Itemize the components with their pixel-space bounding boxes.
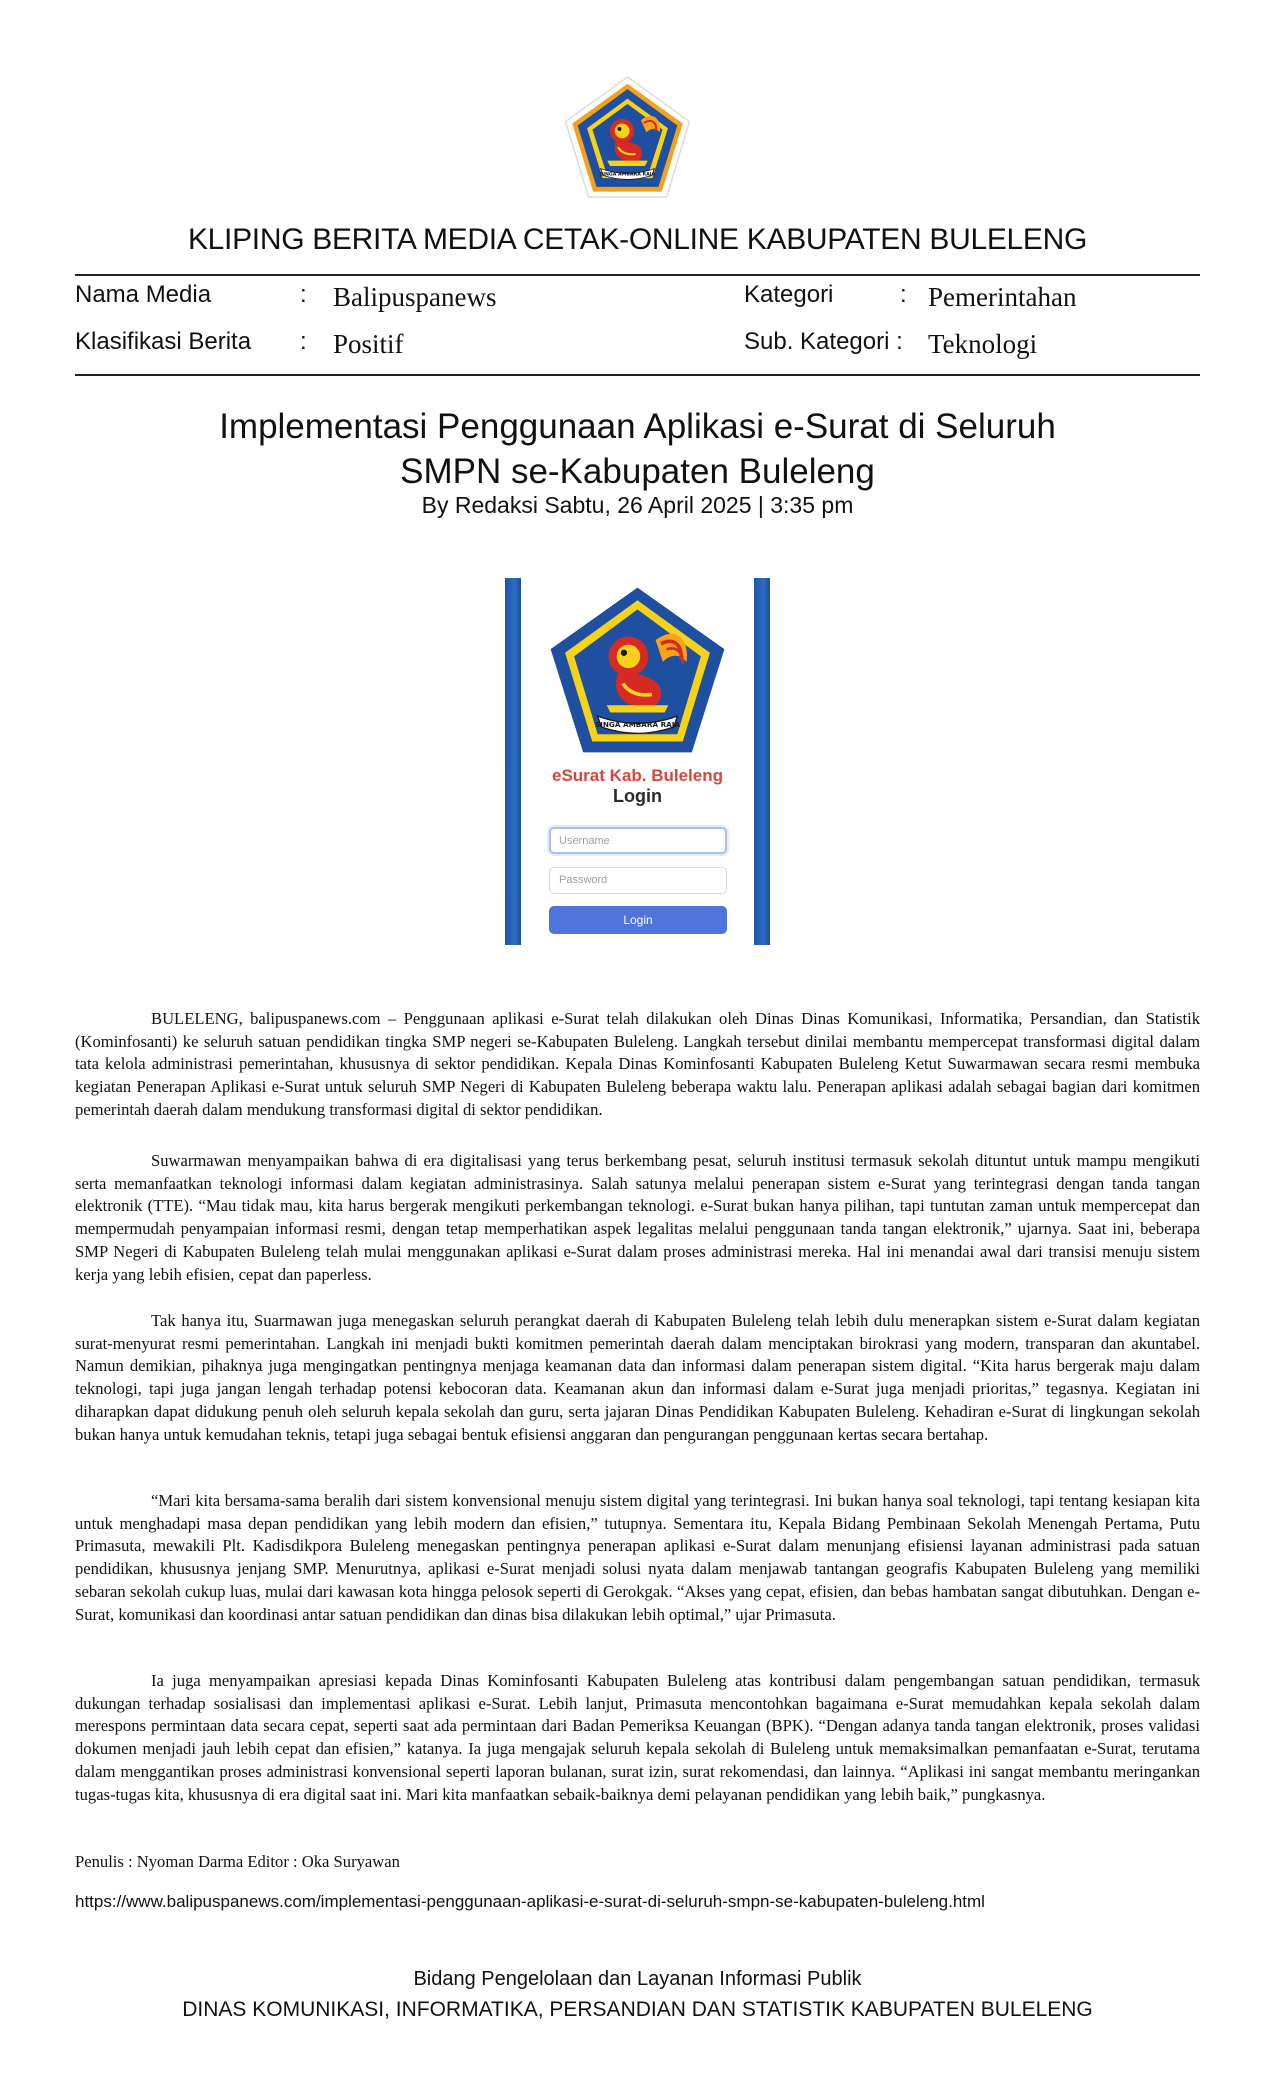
svg-text:SINGA AMBARA RAJA: SINGA AMBARA RAJA	[599, 172, 656, 178]
klasifikasi-value: Positif	[333, 329, 404, 359]
app-name: eSurat Kab. Buleleng	[552, 766, 723, 785]
header-bottom-rule	[75, 374, 1200, 376]
article-paragraph: BULELENG, balipuspanews.com – Penggunaan aplikasi e-Surat telah dilakukan oleh Dinas Dinas Komunikasi, Informatika, Persandian, dan Statistik (Kominfosanti) ke seluruh satuan pendidikan tingka SMP negeri se-Kabupaten Buleleng. Langkah tersebut dinilai membantu mempercepat transformasi digital dalam tata kelola administrasi pemerintahan, khususnya di sektor pendidikan. Kepala Dinas Kominfosanti Kabupaten Buleleng Ketut Suwarmawan secara resmi membuka kegiatan Penerapan Aplikasi e-Surat untuk seluruh SMP Negeri di Kabupaten Buleleng beberapa waktu lalu. Penerapan aplikasi adalah sebagai bagian dari komitmen pemerintah daerah dalam mendukung transformasi digital di sektor pendidikan.	[75, 1009, 1200, 1119]
svg-text:SINGA AMBARA RAJA: SINGA AMBARA RAJA	[594, 720, 681, 730]
login-button[interactable]: Login	[549, 906, 727, 934]
media-colon: :	[300, 281, 307, 308]
kategori-colon: :	[900, 281, 907, 308]
media-label: Nama Media	[75, 281, 212, 308]
headline-line-2: SMPN se-Kabupaten Buleleng	[400, 452, 875, 491]
article-paragraph: Suwarmawan menyampaikan bahwa di era digitalisasi yang terus berkembang pesat, seluruh institusi termasuk sekolah dituntut untuk mampu mengikuti serta memanfaatkan teknologi informasi dalam kegiatan administrasinya. Salah satunya melalui penerapan sistem e-Surat yang terintegrasi dengan tanda tangan elektronik (TTE). “Mau tidak mau, kita harus bergerak mengikuti perkembangan teknologi. e-Surat bukan hanya pilihan, tapi tuntutan zaman untuk mempercepat dan mempermudah penyampaian informasi resmi, dengan tetap memperhatikan aspek legalitas melalui penggunaan tanda tangan elektronik,” ujarnya. Saat ini, beberapa SMP Negeri di Kabupaten Buleleng telah mulai menggunakan aplikasi e-Surat dalam proses administrasi mereka. Hal ini menandai awal dari transisi menuju sistem kerja yang lebih efisien, cepat dan paperless.	[75, 1151, 1200, 1284]
kategori-value: Pemerintahan	[928, 282, 1077, 312]
footer-agency: DINAS KOMUNIKASI, INFORMATIKA, PERSANDIAN DAN STATISTIK KABUPATEN BULELENG	[182, 1998, 1093, 2021]
article-byline: By Redaksi Sabtu, 26 April 2025 | 3:35 pm	[421, 492, 854, 518]
esurat-emblem-icon	[545, 584, 730, 756]
screenshot-right-border	[754, 578, 770, 945]
username-input[interactable]: Username	[549, 827, 727, 854]
clipping-header-title: KLIPING BERITA MEDIA CETAK-ONLINE KABUPATEN BULELENG	[187, 223, 1088, 256]
header-top-rule	[75, 274, 1200, 276]
screenshot-left-border	[505, 578, 521, 945]
headline-line-1: Implementasi Penggunaan Aplikasi e-Surat di Seluruh	[219, 407, 1056, 446]
article-paragraph: Tak hanya itu, Suarmawan juga menegaskan seluruh perangkat daerah di Kabupaten Buleleng telah lebih dulu menerapkan sistem e-Surat dalam kegiatan surat-menyurat resmi pemerintahan. Langkah ini menjadi bukti komitmen pemerintah daerah dalam menciptakan birokrasi yang modern, transparan dan akuntabel. Namun demikian, pihaknya juga mengingatkan pentingnya menjaga keamanan data dan informasi dalam penerapan sistem digital. “Kita harus bergerak maju dalam teknologi, tapi juga jangan lengah terhadap potensi kebocoran data. Keamanan akun dan informasi dalam e-Surat juga menjadi prioritas,” tegasnya. Kegiatan ini diharapkan dapat didukung penuh oleh seluruh kepala sekolah dan guru, serta jajaran Dinas Pendidikan Kabupaten Buleleng. Kehadiran e-Surat di lingkungan sekolah bukan hanya untuk kemudahan teknis, tetapi juga sebagai bentuk efisiensi anggaran dan pengurangan penggunaan kertas secara bertahap.	[75, 1311, 1200, 1444]
subkategori-label: Sub. Kategori :	[744, 328, 903, 355]
password-input[interactable]: Password	[549, 867, 727, 894]
subkategori-value: Teknologi	[928, 329, 1038, 359]
klasifikasi-colon: :	[300, 328, 307, 355]
article-paragraph: Ia juga menyampaikan apresiasi kepada Dinas Kominfosanti Kabupaten Buleleng atas kontribusi dalam pengembangan satuan pendidikan, termasuk dukungan terhadap sosialisasi dan implementasi aplikasi e-Surat. Lebih lanjut, Primasuta mencontohkan bagaimana e-Surat memudahkan kepala sekolah dalam merespons permintaan data secara cepat, seperti saat ada permintaan dari Badan Pemeriksa Keuangan (BPK). “Dengan adanya tanda tangan elektronik, proses validasi dokumen menjadi jauh lebih cepat dan efisien,” katanya. Ia juga mengajak seluruh kepala sekolah di Buleleng untuk memaksimalkan pemanfaatan e-Surat, terutama dalam menggantikan proses administrasi konvensional seperti laporan bulanan, surat izin, surat rekomendasi, dan lainnya. “Aplikasi ini sangat membantu meringankan tugas-tugas kita, khususnya di era digital saat ini. Mari kita manfaatkan sebaik-baiknya demi pelayanan pendidikan yang lebih baik,” pungkasnya.	[75, 1671, 1200, 1804]
article-headline	[75, 404, 1200, 494]
klasifikasi-label: Klasifikasi Berita	[75, 328, 252, 355]
media-value: Balipuspanews	[333, 282, 497, 312]
article-paragraph: “Mari kita bersama-sama beralih dari sistem konvensional menuju sistem digital yang terintegrasi. Ini bukan hanya soal teknologi, tapi tentang kesiapan kita untuk menghadapi masa depan pendidikan yang lebih modern dan efisien,” tutupnya. Sementara itu, Kepala Bidang Pembinaan Sekolah Menengah Pertama, Putu Primasuta, mewakili Plt. Kadisdikpora Buleleng menegaskan pentingnya penerapan aplikasi e-Surat dalam menunjang efisiensi layanan administrasi pada satuan pendidikan, khususnya jenjang SMP. Menurutnya, aplikasi e-Surat menjadi solusi nyata dalam menjawab tantangan geografis Kabupaten Buleleng yang memiliki sebaran sekolah cukup luas, mulai dari kawasan kota hingga pelosok seperti di Gerokgak. “Akses yang cepat, efisien, dan bebas hambatan sangat dibutuhkan. Dengan e-Surat, komunikasi dan koordinasi antar satuan pendidikan dan dinas bisa dilakukan lebih optimal,” ujar Primasuta.	[75, 1491, 1200, 1624]
article-credits: Penulis : Nyoman Darma Editor : Oka Suryawan	[75, 1852, 400, 1871]
login-heading: Login	[613, 786, 662, 806]
source-url: https://www.balipuspanews.com/implementasi-penggunaan-aplikasi-e-surat-di-seluruh-smpn-se-kabupaten-buleleng.html	[75, 1892, 985, 1911]
esurat-login-screenshot	[505, 578, 770, 945]
footer-department: Bidang Pengelolaan dan Layanan Informasi Publik	[413, 1968, 862, 1990]
kategori-label: Kategori	[744, 281, 834, 308]
singa-ambara-raja-logo	[560, 73, 695, 201]
